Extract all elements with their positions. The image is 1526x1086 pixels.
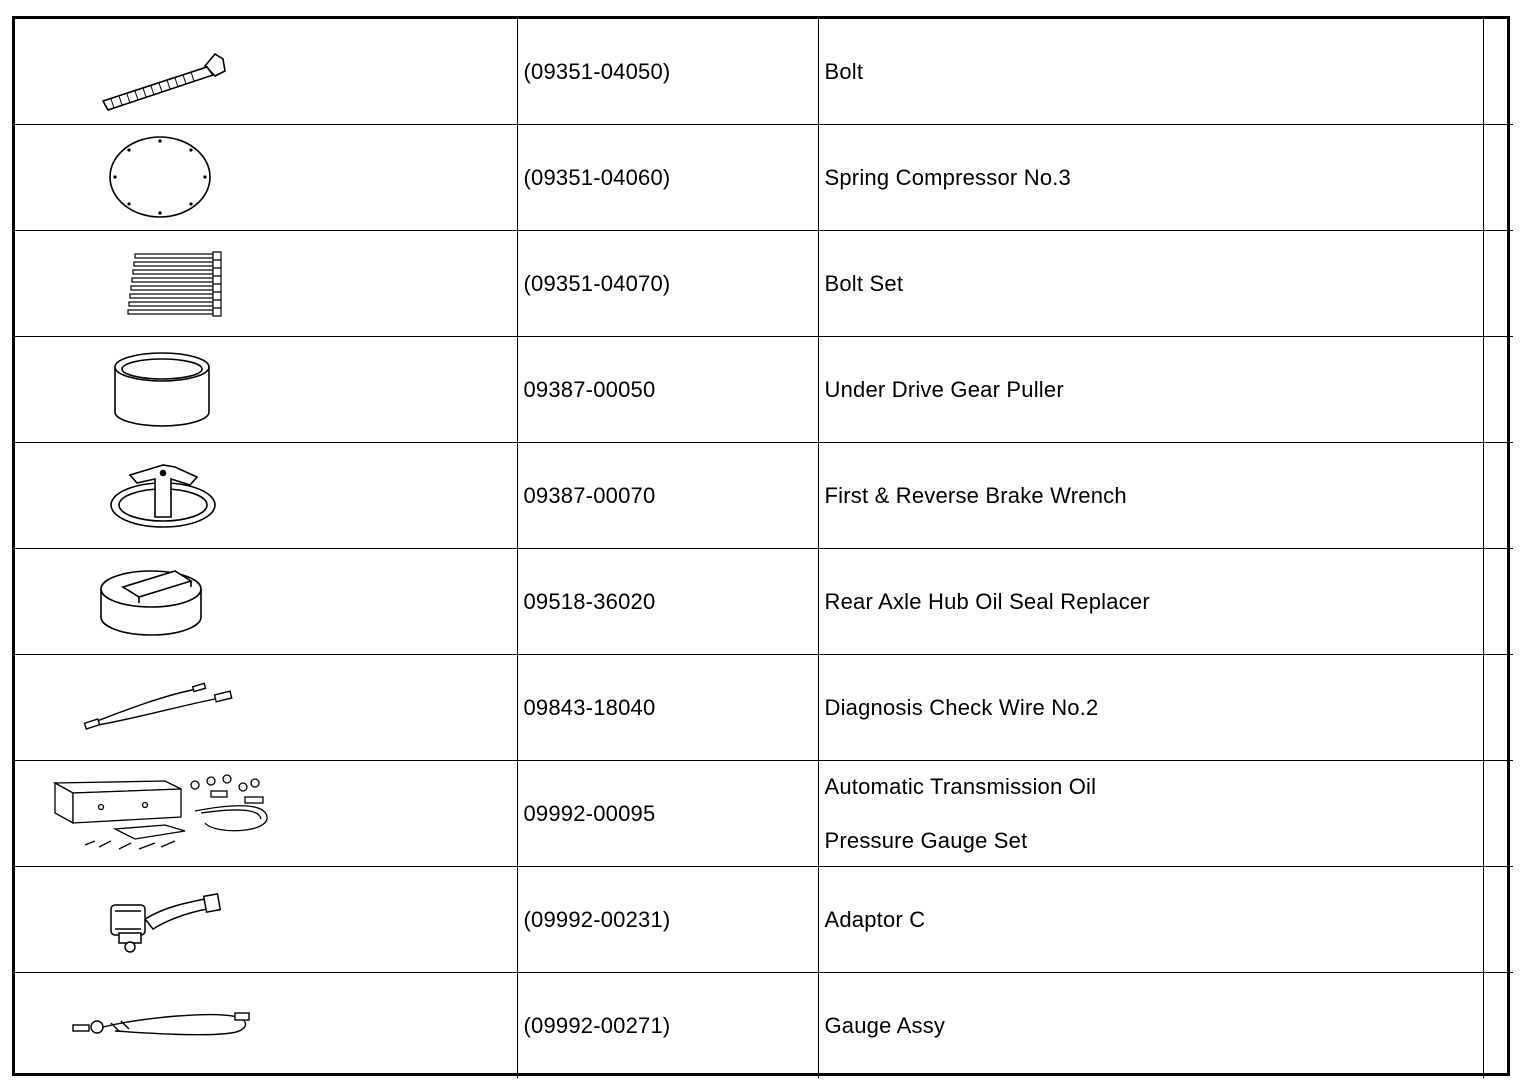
table-row [15, 231, 1513, 337]
extra-column-cell [1483, 761, 1513, 867]
extra-column-cell [1483, 19, 1513, 125]
illustration-cell [15, 867, 517, 973]
extra-column-cell [1483, 231, 1513, 337]
table-row [15, 973, 1513, 1079]
tool-name: Bolt Set [818, 231, 1483, 337]
table-row [15, 761, 1513, 867]
illustration-cell [15, 761, 517, 867]
part-number: 09843-18040 [517, 655, 818, 761]
special-service-tools-table [15, 19, 1513, 1078]
part-number: 09992-00095 [517, 761, 818, 867]
table-row [15, 655, 1513, 761]
part-number: (09351-04070) [517, 231, 818, 337]
illustration-cell [15, 231, 517, 337]
tool-name-line-1: Automatic Transmission Oil [824, 773, 1097, 799]
tool-name: Under Drive Gear Puller [818, 337, 1483, 443]
table-row [15, 549, 1513, 655]
gear-puller-icon [15, 337, 517, 442]
extra-column-cell [1483, 867, 1513, 973]
extra-column-cell [1483, 337, 1513, 443]
tool-name: First & Reverse Brake Wrench [818, 443, 1483, 549]
tool-name: Rear Axle Hub Oil Seal Replacer [818, 549, 1483, 655]
illustration-cell [15, 337, 517, 443]
illustration-cell [15, 973, 517, 1079]
bolt-set-icon [15, 231, 517, 336]
tool-name: Spring Compressor No.3 [818, 125, 1483, 231]
tool-name-line-2: Pressure Gauge Set [824, 827, 1028, 853]
tool-name: Bolt [818, 19, 1483, 125]
tool-name: Gauge Assy [818, 973, 1483, 1079]
illustration-cell [15, 549, 517, 655]
table-row [15, 867, 1513, 973]
brake-wrench-icon [15, 443, 517, 548]
illustration-cell [15, 19, 517, 125]
extra-column-cell [1483, 125, 1513, 231]
extra-column-cell [1483, 549, 1513, 655]
bolt-icon [15, 19, 517, 124]
table-row [15, 19, 1513, 125]
part-number: (09992-00271) [517, 973, 818, 1079]
gauge-assy-icon [15, 973, 517, 1078]
oil-seal-replacer-icon [15, 549, 517, 654]
table-row [15, 337, 1513, 443]
illustration-cell [15, 125, 517, 231]
tool-name [818, 761, 1483, 867]
spring-compressor-icon [15, 125, 517, 230]
extra-column-cell [1483, 655, 1513, 761]
table-row [15, 125, 1513, 231]
sst-table-sheet [12, 16, 1510, 1076]
adaptor-icon [15, 867, 517, 972]
part-number: 09387-00050 [517, 337, 818, 443]
part-number: (09351-04050) [517, 19, 818, 125]
tool-name: Diagnosis Check Wire No.2 [818, 655, 1483, 761]
extra-column-cell [1483, 443, 1513, 549]
check-wire-icon [15, 655, 517, 760]
gauge-set-icon [15, 761, 517, 866]
part-number: (09992-00231) [517, 867, 818, 973]
tool-name: Adaptor C [818, 867, 1483, 973]
part-number: 09387-00070 [517, 443, 818, 549]
table-row [15, 443, 1513, 549]
illustration-cell [15, 655, 517, 761]
extra-column-cell [1483, 973, 1513, 1079]
part-number: 09518-36020 [517, 549, 818, 655]
part-number: (09351-04060) [517, 125, 818, 231]
illustration-cell [15, 443, 517, 549]
